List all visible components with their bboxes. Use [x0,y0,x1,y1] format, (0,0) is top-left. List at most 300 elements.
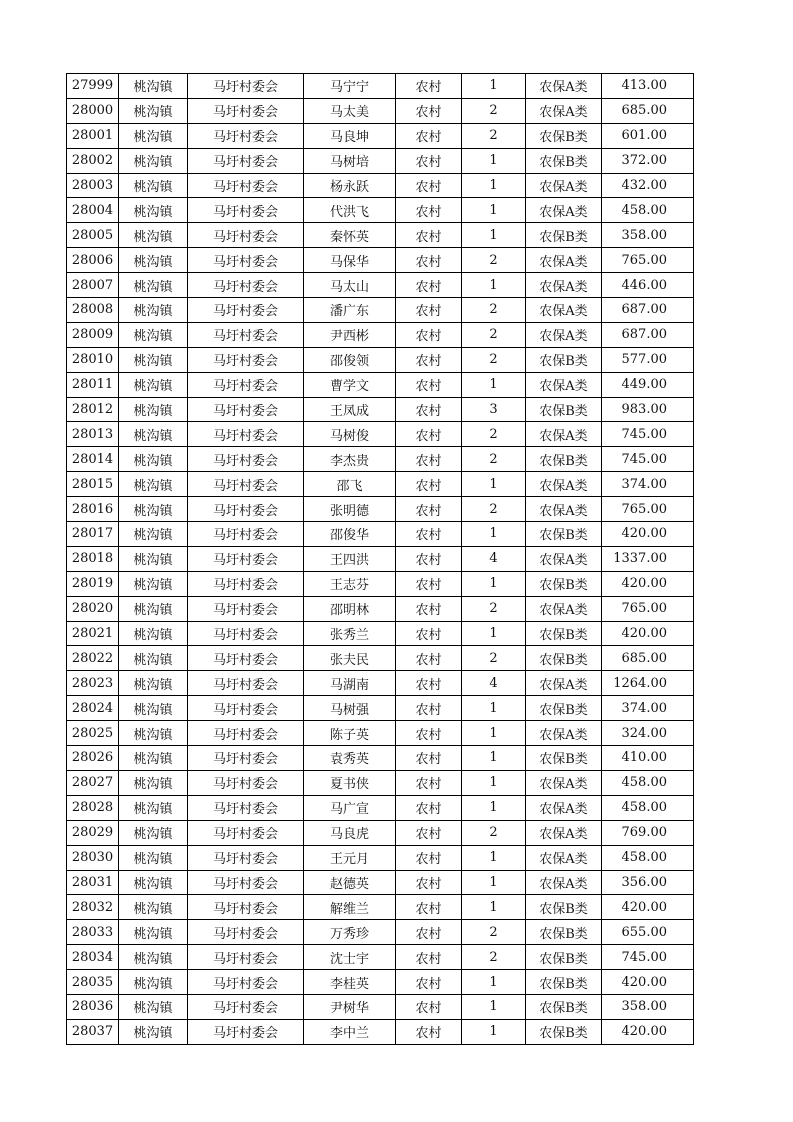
household-count-cell: 2 [462,322,526,347]
village-committee-cell: 马圩村委会 [188,546,304,571]
table-row [67,273,694,298]
person-name-cell: 邵俊领 [304,347,396,372]
record-id-cell: 28009 [67,322,119,347]
table-row [67,422,694,447]
household-count-cell: 2 [462,596,526,621]
insurance-category-cell: 农保B类 [526,646,602,671]
record-id-cell: 28015 [67,472,119,497]
record-id-cell: 28026 [67,746,119,771]
insurance-category-cell: 农保B类 [526,522,602,547]
household-count-cell: 1 [462,696,526,721]
record-id-cell: 28033 [67,920,119,945]
village-committee-cell: 马圩村委会 [188,223,304,248]
village-committee-cell: 马圩村委会 [188,98,304,123]
amount-cell: 1337.00 [602,546,694,571]
record-id-cell: 28024 [67,696,119,721]
record-id-cell: 28036 [67,994,119,1019]
record-id-cell: 28006 [67,248,119,273]
insurance-category-cell: 农保B类 [526,696,602,721]
insurance-category-cell: 农保A类 [526,248,602,273]
amount-cell: 458.00 [602,845,694,870]
town-cell: 桃沟镇 [119,870,188,895]
residence-type-cell: 农村 [396,870,462,895]
insurance-category-cell: 农保A类 [526,671,602,696]
insurance-category-cell: 农保A类 [526,273,602,298]
table-row [67,497,694,522]
record-id-cell: 28019 [67,571,119,596]
insurance-category-cell: 农保A类 [526,322,602,347]
person-name-cell: 代洪飞 [304,198,396,223]
amount-cell: 765.00 [602,596,694,621]
household-count-cell: 4 [462,546,526,571]
village-committee-cell: 马圩村委会 [188,372,304,397]
residence-type-cell: 农村 [396,123,462,148]
amount-cell: 449.00 [602,372,694,397]
insurance-category-cell: 农保B类 [526,1019,602,1044]
residence-type-cell: 农村 [396,920,462,945]
insurance-category-cell: 农保A类 [526,422,602,447]
insurance-category-cell: 农保A类 [526,98,602,123]
amount-cell: 745.00 [602,447,694,472]
household-count-cell: 1 [462,571,526,596]
table-body [67,74,694,1045]
household-count-cell: 1 [462,746,526,771]
town-cell: 桃沟镇 [119,845,188,870]
town-cell: 桃沟镇 [119,472,188,497]
person-name-cell: 李桂英 [304,970,396,995]
village-committee-cell: 马圩村委会 [188,646,304,671]
insurance-category-cell: 农保A类 [526,472,602,497]
table-row [67,148,694,173]
village-committee-cell: 马圩村委会 [188,746,304,771]
village-committee-cell: 马圩村委会 [188,273,304,298]
amount-cell: 687.00 [602,322,694,347]
residence-type-cell: 农村 [396,571,462,596]
residence-type-cell: 农村 [396,298,462,323]
town-cell: 桃沟镇 [119,198,188,223]
village-committee-cell: 马圩村委会 [188,920,304,945]
residence-type-cell: 农村 [396,721,462,746]
town-cell: 桃沟镇 [119,497,188,522]
amount-cell: 358.00 [602,994,694,1019]
residence-type-cell: 农村 [396,845,462,870]
amount-cell: 420.00 [602,522,694,547]
amount-cell: 358.00 [602,223,694,248]
village-committee-cell: 马圩村委会 [188,347,304,372]
table-row [67,820,694,845]
table-row [67,895,694,920]
person-name-cell: 李中兰 [304,1019,396,1044]
amount-cell: 432.00 [602,173,694,198]
person-name-cell: 沈士宇 [304,945,396,970]
village-committee-cell: 马圩村委会 [188,173,304,198]
person-name-cell: 袁秀英 [304,746,396,771]
village-committee-cell: 马圩村委会 [188,123,304,148]
insurance-category-cell: 农保B类 [526,895,602,920]
record-id-cell: 28011 [67,372,119,397]
person-name-cell: 解维兰 [304,895,396,920]
town-cell: 桃沟镇 [119,994,188,1019]
person-name-cell: 马宁宁 [304,74,396,99]
person-name-cell: 曹学文 [304,372,396,397]
residence-type-cell: 农村 [396,497,462,522]
table-row [67,322,694,347]
town-cell: 桃沟镇 [119,621,188,646]
amount-cell: 374.00 [602,696,694,721]
village-committee-cell: 马圩村委会 [188,721,304,746]
town-cell: 桃沟镇 [119,74,188,99]
record-id-cell: 28028 [67,795,119,820]
insurance-category-cell: 农保B类 [526,347,602,372]
person-name-cell: 王元月 [304,845,396,870]
residence-type-cell: 农村 [396,248,462,273]
town-cell: 桃沟镇 [119,322,188,347]
residence-type-cell: 农村 [396,945,462,970]
person-name-cell: 马湖南 [304,671,396,696]
village-committee-cell: 马圩村委会 [188,472,304,497]
table-row [67,248,694,273]
table-row [67,298,694,323]
household-count-cell: 2 [462,646,526,671]
amount-cell: 458.00 [602,770,694,795]
village-committee-cell: 马圩村委会 [188,895,304,920]
town-cell: 桃沟镇 [119,298,188,323]
residence-type-cell: 农村 [396,397,462,422]
person-name-cell: 张明德 [304,497,396,522]
residence-type-cell: 农村 [396,671,462,696]
residence-type-cell: 农村 [396,546,462,571]
person-name-cell: 王志芬 [304,571,396,596]
residence-type-cell: 农村 [396,372,462,397]
village-committee-cell: 马圩村委会 [188,671,304,696]
residence-type-cell: 农村 [396,322,462,347]
record-id-cell: 28001 [67,123,119,148]
residence-type-cell: 农村 [396,347,462,372]
residence-type-cell: 农村 [396,621,462,646]
table-row [67,671,694,696]
town-cell: 桃沟镇 [119,596,188,621]
table-row [67,646,694,671]
household-count-cell: 1 [462,795,526,820]
insurance-category-cell: 农保A类 [526,870,602,895]
person-name-cell: 李杰贵 [304,447,396,472]
residence-type-cell: 农村 [396,696,462,721]
village-committee-cell: 马圩村委会 [188,770,304,795]
town-cell: 桃沟镇 [119,248,188,273]
amount-cell: 458.00 [602,795,694,820]
amount-cell: 1264.00 [602,671,694,696]
person-name-cell: 马良坤 [304,123,396,148]
village-committee-cell: 马圩村委会 [188,447,304,472]
table-row [67,945,694,970]
household-count-cell: 1 [462,895,526,920]
person-name-cell: 邵明林 [304,596,396,621]
household-count-cell: 2 [462,422,526,447]
record-id-cell: 28027 [67,770,119,795]
record-id-cell: 28025 [67,721,119,746]
insurance-category-cell: 农保A类 [526,770,602,795]
town-cell: 桃沟镇 [119,770,188,795]
household-count-cell: 1 [462,472,526,497]
insurance-category-cell: 农保A类 [526,546,602,571]
record-id-cell: 28000 [67,98,119,123]
household-count-cell: 3 [462,397,526,422]
table-row [67,621,694,646]
record-id-cell: 28007 [67,273,119,298]
household-count-cell: 2 [462,820,526,845]
table-row [67,372,694,397]
village-committee-cell: 马圩村委会 [188,994,304,1019]
town-cell: 桃沟镇 [119,571,188,596]
town-cell: 桃沟镇 [119,273,188,298]
person-name-cell: 邵飞 [304,472,396,497]
record-id-cell: 28017 [67,522,119,547]
table-row [67,696,694,721]
amount-cell: 769.00 [602,820,694,845]
insurance-category-cell: 农保B类 [526,123,602,148]
insurance-category-cell: 农保B类 [526,223,602,248]
residence-type-cell: 农村 [396,447,462,472]
village-committee-cell: 马圩村委会 [188,148,304,173]
town-cell: 桃沟镇 [119,945,188,970]
amount-cell: 372.00 [602,148,694,173]
person-name-cell: 王凤成 [304,397,396,422]
village-committee-cell: 马圩村委会 [188,298,304,323]
village-committee-cell: 马圩村委会 [188,322,304,347]
town-cell: 桃沟镇 [119,671,188,696]
village-committee-cell: 马圩村委会 [188,621,304,646]
insurance-category-cell: 农保B类 [526,397,602,422]
record-id-cell: 28004 [67,198,119,223]
household-count-cell: 1 [462,721,526,746]
household-count-cell: 4 [462,671,526,696]
record-id-cell: 28035 [67,970,119,995]
record-id-cell: 28010 [67,347,119,372]
record-id-cell: 28018 [67,546,119,571]
person-name-cell: 王四洪 [304,546,396,571]
household-count-cell: 2 [462,497,526,522]
record-id-cell: 28002 [67,148,119,173]
amount-cell: 410.00 [602,746,694,771]
person-name-cell: 潘广东 [304,298,396,323]
amount-cell: 983.00 [602,397,694,422]
amount-cell: 420.00 [602,970,694,995]
table-row [67,920,694,945]
town-cell: 桃沟镇 [119,148,188,173]
household-count-cell: 1 [462,223,526,248]
amount-cell: 324.00 [602,721,694,746]
village-committee-cell: 马圩村委会 [188,571,304,596]
residence-type-cell: 农村 [396,173,462,198]
residence-type-cell: 农村 [396,98,462,123]
table-row [67,198,694,223]
insurance-category-cell: 农保A类 [526,820,602,845]
record-id-cell: 28031 [67,870,119,895]
record-id-cell: 28005 [67,223,119,248]
person-name-cell: 尹树华 [304,994,396,1019]
town-cell: 桃沟镇 [119,397,188,422]
village-committee-cell: 马圩村委会 [188,198,304,223]
residence-type-cell: 农村 [396,746,462,771]
person-name-cell: 杨永跃 [304,173,396,198]
household-count-cell: 2 [462,945,526,970]
residence-type-cell: 农村 [396,198,462,223]
residence-type-cell: 农村 [396,970,462,995]
insurance-category-cell: 农保A类 [526,173,602,198]
record-id-cell: 27999 [67,74,119,99]
table-row [67,447,694,472]
amount-cell: 601.00 [602,123,694,148]
insurance-category-cell: 农保A类 [526,596,602,621]
person-name-cell: 万秀珍 [304,920,396,945]
residence-type-cell: 农村 [396,1019,462,1044]
record-id-cell: 28021 [67,621,119,646]
household-count-cell: 2 [462,123,526,148]
household-count-cell: 1 [462,198,526,223]
record-id-cell: 28022 [67,646,119,671]
town-cell: 桃沟镇 [119,646,188,671]
person-name-cell: 马广宣 [304,795,396,820]
record-id-cell: 28016 [67,497,119,522]
table-row [67,173,694,198]
village-committee-cell: 马圩村委会 [188,696,304,721]
amount-cell: 374.00 [602,472,694,497]
residence-type-cell: 农村 [396,273,462,298]
insurance-category-cell: 农保A类 [526,298,602,323]
household-count-cell: 2 [462,447,526,472]
insurance-category-cell: 农保B类 [526,148,602,173]
table-row [67,74,694,99]
town-cell: 桃沟镇 [119,372,188,397]
village-committee-cell: 马圩村委会 [188,497,304,522]
household-count-cell: 2 [462,248,526,273]
amount-cell: 446.00 [602,273,694,298]
table-row [67,994,694,1019]
amount-cell: 745.00 [602,422,694,447]
record-id-cell: 28008 [67,298,119,323]
amount-cell: 765.00 [602,248,694,273]
insurance-category-cell: 农保A类 [526,198,602,223]
residence-type-cell: 农村 [396,522,462,547]
household-count-cell: 1 [462,173,526,198]
village-committee-cell: 马圩村委会 [188,397,304,422]
table-row [67,546,694,571]
amount-cell: 687.00 [602,298,694,323]
person-name-cell: 马良虎 [304,820,396,845]
household-count-cell: 2 [462,920,526,945]
table-row [67,522,694,547]
insurance-category-cell: 农保A类 [526,795,602,820]
residence-type-cell: 农村 [396,422,462,447]
household-count-cell: 1 [462,621,526,646]
person-name-cell: 马太山 [304,273,396,298]
household-count-cell: 1 [462,845,526,870]
table-row [67,397,694,422]
village-committee-cell: 马圩村委会 [188,845,304,870]
person-name-cell: 马太美 [304,98,396,123]
record-id-cell: 28037 [67,1019,119,1044]
household-count-cell: 1 [462,74,526,99]
town-cell: 桃沟镇 [119,173,188,198]
table-row [67,123,694,148]
person-name-cell: 邵俊华 [304,522,396,547]
village-committee-cell: 马圩村委会 [188,945,304,970]
residence-type-cell: 农村 [396,994,462,1019]
record-id-cell: 28003 [67,173,119,198]
record-id-cell: 28034 [67,945,119,970]
residence-type-cell: 农村 [396,795,462,820]
insurance-category-cell: 农保A类 [526,372,602,397]
insurance-category-cell: 农保A类 [526,721,602,746]
residence-type-cell: 农村 [396,820,462,845]
village-committee-cell: 马圩村委会 [188,596,304,621]
amount-cell: 420.00 [602,571,694,596]
town-cell: 桃沟镇 [119,223,188,248]
village-committee-cell: 马圩村委会 [188,970,304,995]
town-cell: 桃沟镇 [119,1019,188,1044]
table-row [67,98,694,123]
table-row [67,970,694,995]
table-row [67,870,694,895]
town-cell: 桃沟镇 [119,447,188,472]
record-id-cell: 28013 [67,422,119,447]
amount-cell: 356.00 [602,870,694,895]
amount-cell: 577.00 [602,347,694,372]
town-cell: 桃沟镇 [119,522,188,547]
amount-cell: 420.00 [602,895,694,920]
village-committee-cell: 马圩村委会 [188,248,304,273]
town-cell: 桃沟镇 [119,98,188,123]
insurance-category-cell: 农保A类 [526,74,602,99]
household-count-cell: 1 [462,522,526,547]
person-name-cell: 马保华 [304,248,396,273]
amount-cell: 413.00 [602,74,694,99]
table-row [67,223,694,248]
residence-type-cell: 农村 [396,74,462,99]
table-row [67,845,694,870]
household-count-cell: 1 [462,770,526,795]
record-id-cell: 28012 [67,397,119,422]
insurance-category-cell: 农保A类 [526,845,602,870]
household-count-cell: 1 [462,273,526,298]
person-name-cell: 张夫民 [304,646,396,671]
table-row [67,795,694,820]
table-row [67,770,694,795]
table-row [67,472,694,497]
residence-type-cell: 农村 [396,148,462,173]
village-committee-cell: 马圩村委会 [188,522,304,547]
town-cell: 桃沟镇 [119,970,188,995]
household-count-cell: 1 [462,372,526,397]
table-row [67,721,694,746]
household-count-cell: 2 [462,298,526,323]
insurance-category-cell: 农保B类 [526,970,602,995]
person-name-cell: 马树俊 [304,422,396,447]
insurance-category-cell: 农保B类 [526,571,602,596]
person-name-cell: 夏书侠 [304,770,396,795]
record-id-cell: 28014 [67,447,119,472]
amount-cell: 685.00 [602,646,694,671]
residence-type-cell: 农村 [396,596,462,621]
person-name-cell: 马树培 [304,148,396,173]
village-committee-cell: 马圩村委会 [188,422,304,447]
residence-type-cell: 农村 [396,770,462,795]
person-name-cell: 张秀兰 [304,621,396,646]
household-count-cell: 1 [462,994,526,1019]
town-cell: 桃沟镇 [119,422,188,447]
amount-cell: 655.00 [602,920,694,945]
town-cell: 桃沟镇 [119,347,188,372]
